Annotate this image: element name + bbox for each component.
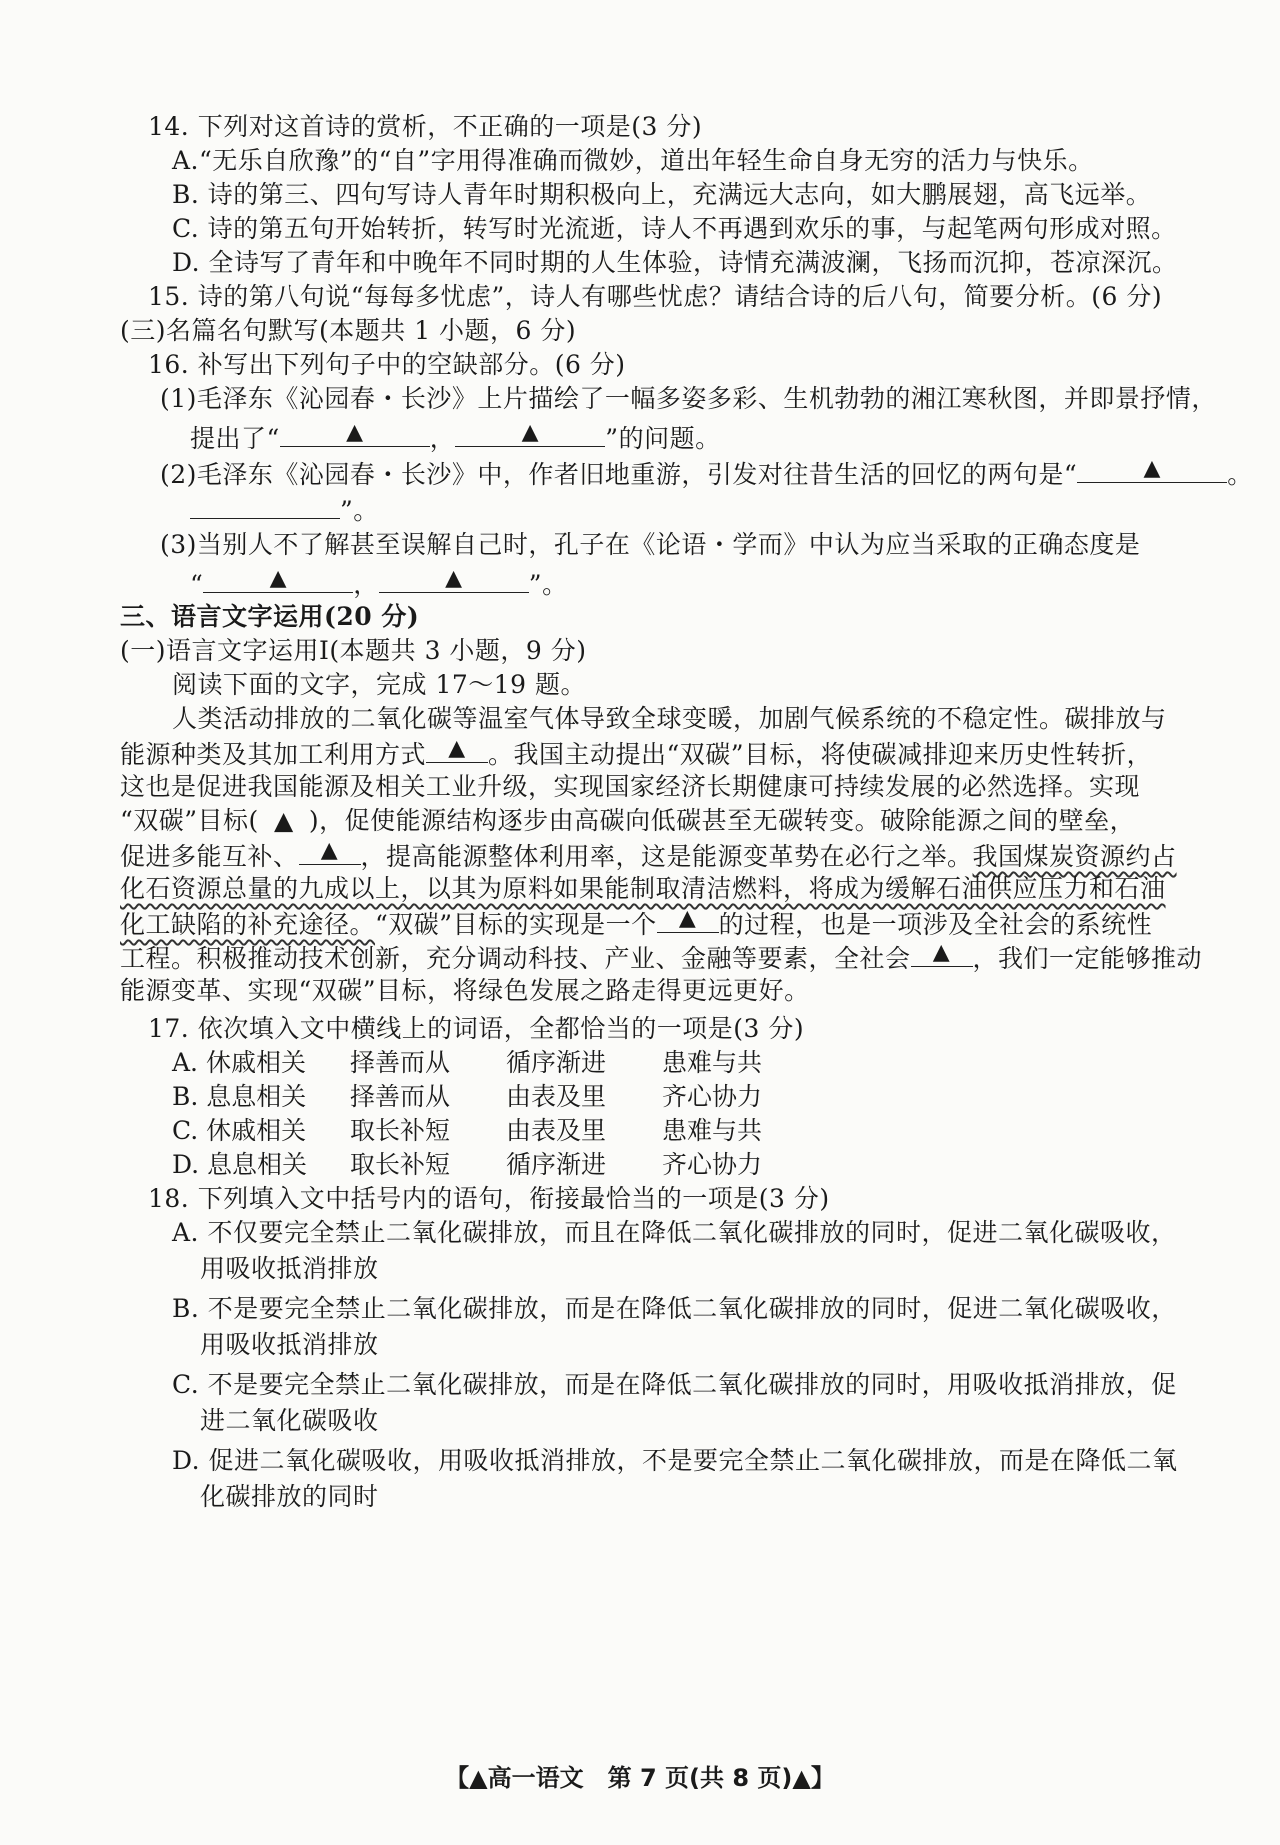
answer-blank[interactable]: ▲ <box>280 420 430 447</box>
answer-blank[interactable]: ▲ <box>203 566 353 593</box>
q14-option-d: D. 全诗写了青年和中晚年不同时期的人生体验，诗情充满波澜，飞扬而沉抑，苍凉深沉。 <box>172 248 1178 277</box>
answer-blank[interactable]: ▲ <box>911 940 973 967</box>
exam-page: 14. 下列对这首诗的赏析，不正确的一项是(3 分) A.“无乐自欣豫”的“自”字用得准确而微妙，道出年轻生命自身无穷的活力与快乐。 B. 诗的第三、四句写诗人青年时期积极向上，充满远大志向，如大鹏展翅，高飞远举。 C. 诗的第五句开始转折，转写时光流逝，诗人不再遇到欢乐的事，与起笔两句形成对照。 D. 全诗写了青年和中晚年不同时期的人生体验，诗情充满波澜，飞扬而沉抑，苍凉深沉。 15. 诗的第八句说“每每多忧虑”，诗人有哪些忧虑？请结合诗的后八句，简要分析。(6 分) (三)名篇名句默写(本题共 1 小题，6 分) 16. 补写出下列句子中的空缺部分。(6 分) (1)毛泽东《沁园春・长沙》上片描绘了一幅多姿多彩、生机勃勃的湘江寒秋图，并即景抒情， 提出了“ ▲ ， ▲ ”的问题。 (2)毛泽东《沁园春・长沙》中，作者旧地重游，引发对往昔生活的回忆的两句是“ ▲ 。 ”。 (3)当别人不了解甚至误解自己时，孔子在《论语・学而》中认为应当采取的正确态度是 “ ▲ ， ▲ ”。 三、语言文字运用(20 分) (一)语言文字运用Ⅰ(本题共 3 小题，9 分) 阅读下面的文字，完成 17～19 题。 人类活动排放的二氧化碳等温室气体导致全球变暖，加剧气候系统的不稳定性。碳排放与 能源种类及其加工利用方式 ▲ 。我国主动提出“双碳”目标，将使碳减排迎来历史性转折， 这也是促进我国能源及相关工业升级，实现国家经济长期健康可持续发展的必然选择。实现 “双碳”目标( ▲ )，促使能源结构逐步由高碳向低碳甚至无碳转变。破除能源之间的壁垒， 促进多能互补、 ▲ ，提高能源整体利用率，这是能源变革势在必行之举。我国煤炭资源约占 化石资源总量的九成以上，以其为原料如果能制取清洁燃料，将成为缓解石油供应压力和石油 化工缺陷的补充途径。“双碳”目标的实现是一个 ▲ 的过程，也是一项涉及全社会的系统性 工程。积极推动技术创新，充分调动科技、产业、金融等要素，全社会 ▲ ，我们一定能够推动 能源变革、实现“双碳”目标，将绿色发展之路走得更远更好。 17. 依次填入文中横线上的词语，全都恰当的一项是(3 分) A. 休戚相关 择善而从 循序渐进 患难与共 B. 息息相关 择善而从 由表及里 齐心协力 C. 休戚相关 取长补短 由表及里 患难与共 D. 息息相关 取长补短 循序渐进 齐心协力 18. 下列填入文中括号内的语句，衔接最恰当的一项是(3 分) A. 不仅要完全禁止二氧化碳排放，而且在降低二氧化碳排放的同时，促进二氧化碳吸收， 用吸收抵消排放 B. 不是要完全禁止二氧化碳排放，而是在降低二氧化碳排放的同时，促进二氧化碳吸收， 用吸收抵消排放 C. 不是要完全禁止二氧化碳排放，而是在降低二氧化碳排放的同时，用吸收抵消排放，促 进二氧化碳吸收 D. 促进二氧化碳吸收，用吸收抵消排放，不是要完全禁止二氧化碳排放，而是在降低二氧 化碳排放的同时 【▲高一语文 第 7 页(共 8 页)▲】 <box>0 0 1280 1845</box>
passage-line: 能源变革、实现“双碳”目标，将绿色发展之路走得更远更好。 <box>120 976 810 1005</box>
answer-blank[interactable]: ▲ <box>426 736 488 763</box>
q16-part2-line2: ”。 <box>190 492 379 528</box>
q14-option-b: B. 诗的第三、四句写诗人青年时期积极向上，充满远大志向，如大鹏展翅，高飞远举。 <box>172 180 1152 209</box>
part-heading-language-use: 三、语言文字运用(20 分) <box>120 602 420 631</box>
q18-option-d-line1: D. 促进二氧化碳吸收，用吸收抵消排放，不是要完全禁止二氧化碳排放，而是在降低二氧 <box>172 1446 1178 1475</box>
answer-blank[interactable]: ▲ <box>455 420 605 447</box>
q18-option-c-line1: C. 不是要完全禁止二氧化碳排放，而是在降低二氧化碳排放的同时，用吸收抵消排放，促 <box>172 1370 1177 1399</box>
q14-option-a: A.“无乐自欣豫”的“自”字用得准确而微妙，道出年轻生命自身无穷的活力与快乐。 <box>172 146 1094 175</box>
q16-part1-line2: 提出了“ ▲ ， ▲ ”的问题。 <box>190 420 721 453</box>
q18-option-b-line2: 用吸收抵消排放 <box>200 1330 379 1359</box>
answer-blank[interactable]: ▲ <box>299 838 361 865</box>
wavy-underlined-sentence: 化工缺陷的补充途径。 <box>120 910 376 939</box>
passage-line: 化工缺陷的补充途径。“双碳”目标的实现是一个 ▲ 的过程，也是一项涉及全社会的系统性 <box>120 906 1153 939</box>
q18-option-d-line2: 化碳排放的同时 <box>200 1482 379 1511</box>
bracket-blank[interactable]: ▲ <box>273 806 294 835</box>
passage-line <box>120 872 1166 906</box>
q18-stem: 18. 下列填入文中括号内的语句，衔接最恰当的一项是(3 分) <box>148 1184 830 1213</box>
q17-stem: 17. 依次填入文中横线上的词语，全都恰当的一项是(3 分) <box>148 1014 805 1043</box>
q14-option-c: C. 诗的第五句开始转折，转写时光流逝，诗人不再遇到欢乐的事，与起笔两句形成对照。 <box>172 214 1177 243</box>
reading-instruction: 阅读下面的文字，完成 17～19 题。 <box>172 670 587 699</box>
passage-line: “双碳”目标( ▲ )，促使能源结构逐步由高碳向低碳甚至无碳转变。破除能源之间的壁垒， <box>120 804 1135 838</box>
passage-line: 这也是促进我国能源及相关工业升级，实现国家经济长期健康可持续发展的必然选择。实现 <box>120 772 1141 801</box>
passage-line: 能源种类及其加工利用方式 ▲ 。我国主动提出“双碳”目标，将使碳减排迎来历史性转折， <box>120 736 1153 769</box>
passage-line: 促进多能互补、 ▲ ，提高能源整体利用率，这是能源变革势在必行之举。我国煤炭资源约占 <box>120 838 1177 871</box>
passage-line: 人类活动排放的二氧化碳等温室气体导致全球变暖，加剧气候系统的不稳定性。碳排放与 <box>172 704 1167 733</box>
passage-line: 工程。积极推动技术创新，充分调动科技、产业、金融等要素，全社会 ▲ ，我们一定能够推动 <box>120 940 1203 973</box>
answer-blank[interactable]: ▲ <box>1077 456 1227 483</box>
answer-blank[interactable]: ▲ <box>379 566 529 593</box>
q14-stem: 14. 下列对这首诗的赏析，不正确的一项是(3 分) <box>148 112 703 141</box>
answer-blank[interactable] <box>190 492 340 519</box>
q18-option-a-line2: 用吸收抵消排放 <box>200 1254 379 1283</box>
q16-stem: 16. 补写出下列句子中的空缺部分。(6 分) <box>148 350 626 379</box>
q15-stem: 15. 诗的第八句说“每每多忧虑”，诗人有哪些忧虑？请结合诗的后八句，简要分析。(6 分) <box>148 282 1163 311</box>
subsection-heading: (一)语言文字运用Ⅰ(本题共 3 小题，9 分) <box>120 636 587 665</box>
wavy-underlined-sentence: 我国煤炭资源约占 <box>972 842 1177 871</box>
wavy-underlined-sentence: 化石资源总量的九成以上，以其为原料如果能制取清洁燃料，将成为缓解石油供应压力和石油 <box>120 874 1166 903</box>
q18-option-b-line1: B. 不是要完全禁止二氧化碳排放，而是在降低二氧化碳排放的同时，促进二氧化碳吸收， <box>172 1294 1177 1323</box>
q16-part2-line1: (2)毛泽东《沁园春・长沙》中，作者旧地重游，引发对往昔生活的回忆的两句是“ ▲ 。 <box>160 456 1253 489</box>
page-footer: 【▲高一语文 第 7 页(共 8 页)▲】 <box>445 1764 835 1792</box>
q18-option-c-line2: 进二氧化碳吸收 <box>200 1406 379 1435</box>
q16-part1-line1: (1)毛泽东《沁园春・长沙》上片描绘了一幅多姿多彩、生机勃勃的湘江寒秋图，并即景抒情， <box>160 384 1217 413</box>
q16-part3-line1: (3)当别人不了解甚至误解自己时，孔子在《论语・学而》中认为应当采取的正确态度是 <box>160 530 1141 559</box>
q18-option-a-line1: A. 不仅要完全禁止二氧化碳排放，而且在降低二氧化碳排放的同时，促进二氧化碳吸收， <box>172 1218 1177 1247</box>
q16-part3-line2: “ ▲ ， ▲ ”。 <box>190 566 568 599</box>
section-heading-recitation: (三)名篇名句默写(本题共 1 小题，6 分) <box>120 316 577 345</box>
answer-blank[interactable]: ▲ <box>657 906 719 933</box>
